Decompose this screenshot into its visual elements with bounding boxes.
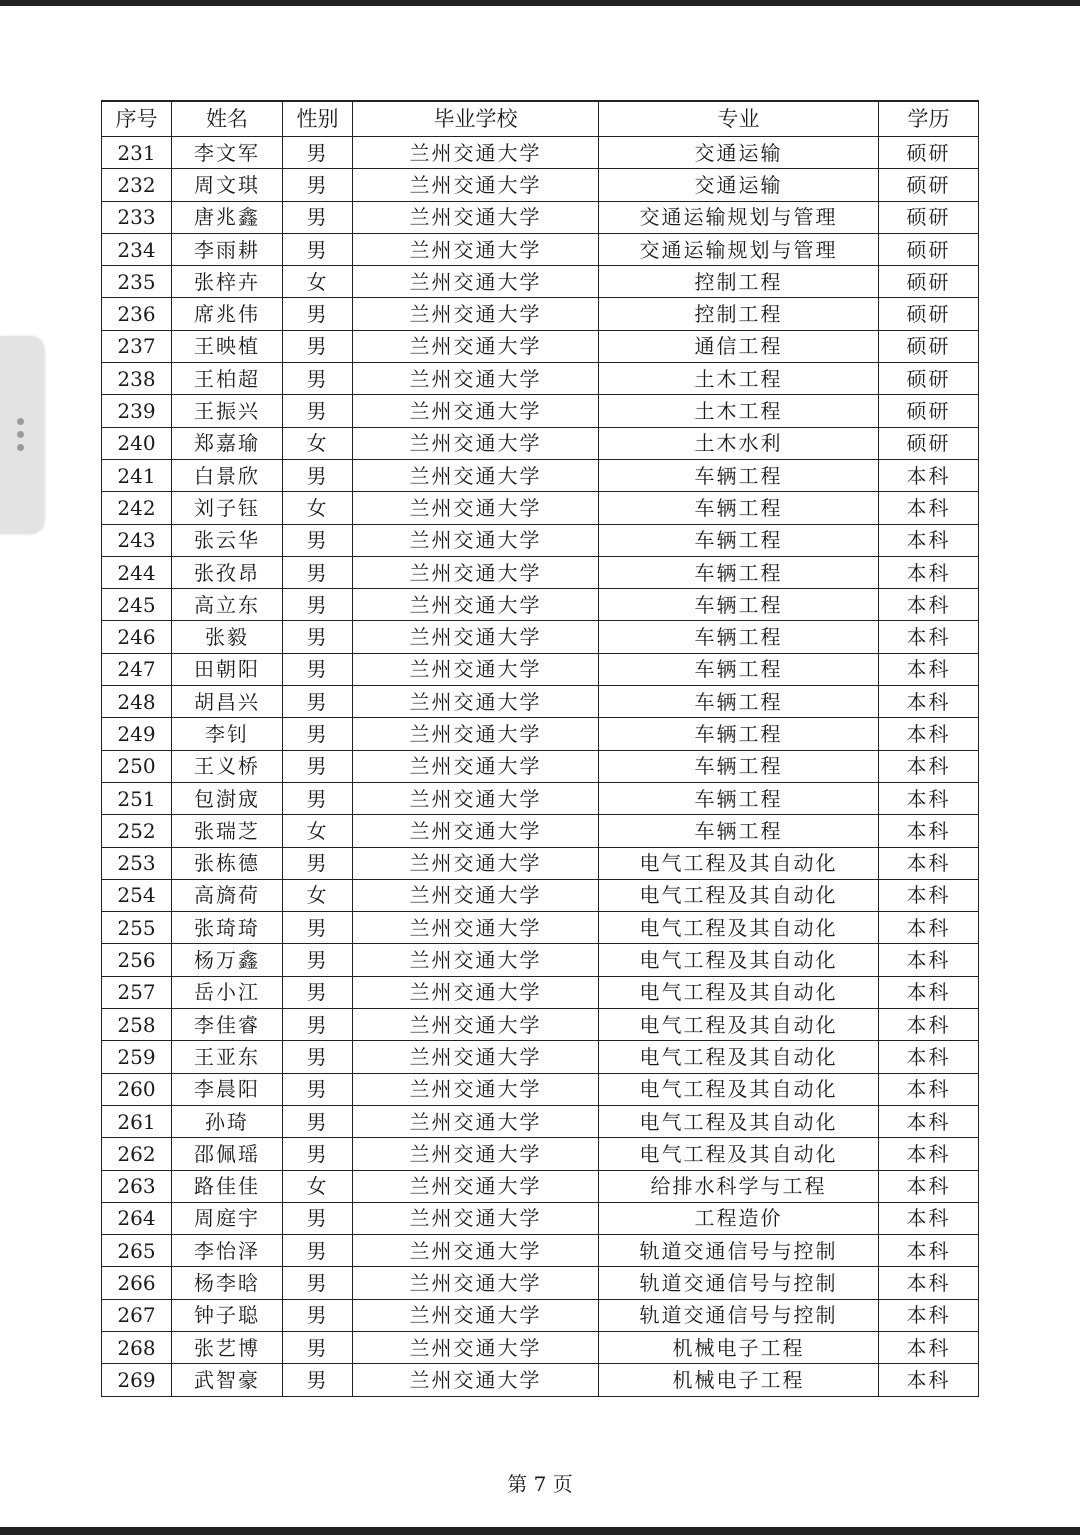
cell-name: 席兆伟 [172, 298, 283, 330]
cell-name: 高立东 [172, 589, 283, 621]
cell-name: 张琦琦 [172, 912, 283, 944]
cell-school: 兰州交通大学 [353, 1138, 599, 1170]
cell-index: 242 [102, 492, 172, 524]
cell-degree: 本科 [879, 944, 979, 976]
roster-table [101, 100, 979, 1397]
cell-name: 李晨阳 [172, 1073, 283, 1105]
cell-school: 兰州交通大学 [353, 1105, 599, 1137]
cell-name: 路佳佳 [172, 1170, 283, 1202]
bottom-frame [0, 1527, 1080, 1535]
cell-gender: 男 [283, 556, 353, 588]
cell-name: 白景欣 [172, 459, 283, 491]
cell-major: 控制工程 [599, 266, 879, 298]
cell-school: 兰州交通大学 [353, 782, 599, 814]
cell-major: 通信工程 [599, 330, 879, 362]
cell-name: 李钊 [172, 718, 283, 750]
cell-index: 269 [102, 1364, 172, 1396]
table-row [102, 1105, 979, 1137]
cell-name: 王亚东 [172, 1041, 283, 1073]
table-row [102, 363, 979, 395]
cell-name: 胡昌兴 [172, 686, 283, 718]
cell-gender: 男 [283, 686, 353, 718]
table-row [102, 1299, 979, 1331]
cell-degree: 本科 [879, 1073, 979, 1105]
table-row [102, 556, 979, 588]
cell-school: 兰州交通大学 [353, 459, 599, 491]
cell-degree: 本科 [879, 1235, 979, 1267]
cell-degree: 本科 [879, 653, 979, 685]
cell-school: 兰州交通大学 [353, 1331, 599, 1363]
cell-gender: 男 [283, 976, 353, 1008]
cell-major: 车辆工程 [599, 556, 879, 588]
cell-index: 253 [102, 847, 172, 879]
cell-major: 车辆工程 [599, 815, 879, 847]
cell-index: 255 [102, 912, 172, 944]
cell-major: 轨道交通信号与控制 [599, 1235, 879, 1267]
cell-degree: 本科 [879, 1009, 979, 1041]
cell-degree: 本科 [879, 621, 979, 653]
cell-index: 265 [102, 1235, 172, 1267]
cell-major: 电气工程及其自动化 [599, 912, 879, 944]
cell-index: 240 [102, 427, 172, 459]
cell-degree: 硕研 [879, 201, 979, 233]
cell-index: 234 [102, 233, 172, 265]
cell-school: 兰州交通大学 [353, 912, 599, 944]
cell-name: 周文琪 [172, 169, 283, 201]
cell-major: 土木水利 [599, 427, 879, 459]
cell-gender: 男 [283, 621, 353, 653]
cell-degree: 硕研 [879, 233, 979, 265]
cell-gender: 男 [283, 944, 353, 976]
cell-degree: 本科 [879, 1202, 979, 1234]
cell-degree: 本科 [879, 718, 979, 750]
cell-major: 轨道交通信号与控制 [599, 1299, 879, 1331]
cell-degree: 本科 [879, 1267, 979, 1299]
cell-gender: 男 [283, 1267, 353, 1299]
cell-gender: 女 [283, 492, 353, 524]
cell-major: 机械电子工程 [599, 1331, 879, 1363]
cell-degree: 本科 [879, 847, 979, 879]
cell-school: 兰州交通大学 [353, 556, 599, 588]
cell-gender: 女 [283, 1170, 353, 1202]
cell-degree: 本科 [879, 1138, 979, 1170]
cell-school: 兰州交通大学 [353, 1170, 599, 1202]
cell-index: 263 [102, 1170, 172, 1202]
cell-gender: 男 [283, 1364, 353, 1396]
cell-degree: 硕研 [879, 169, 979, 201]
cell-school: 兰州交通大学 [353, 847, 599, 879]
cell-school: 兰州交通大学 [353, 621, 599, 653]
cell-name: 高旖荷 [172, 879, 283, 911]
cell-school: 兰州交通大学 [353, 653, 599, 685]
cell-major: 车辆工程 [599, 459, 879, 491]
cell-index: 238 [102, 363, 172, 395]
table-row [102, 459, 979, 491]
cell-school: 兰州交通大学 [353, 524, 599, 556]
cell-gender: 男 [283, 1299, 353, 1331]
cell-index: 266 [102, 1267, 172, 1299]
table-row [102, 1267, 979, 1299]
table-row [102, 718, 979, 750]
cell-school: 兰州交通大学 [353, 1202, 599, 1234]
cell-school: 兰州交通大学 [353, 363, 599, 395]
cell-gender: 男 [283, 1009, 353, 1041]
cell-major: 车辆工程 [599, 782, 879, 814]
table-row [102, 589, 979, 621]
cell-school: 兰州交通大学 [353, 298, 599, 330]
cell-gender: 男 [283, 233, 353, 265]
table-row [102, 298, 979, 330]
cell-degree: 本科 [879, 1299, 979, 1331]
cell-name: 李佳睿 [172, 1009, 283, 1041]
cell-index: 233 [102, 201, 172, 233]
cell-major: 交通运输 [599, 169, 879, 201]
header-major: 专业 [599, 101, 879, 137]
cell-index: 260 [102, 1073, 172, 1105]
table-row [102, 169, 979, 201]
cell-school: 兰州交通大学 [353, 201, 599, 233]
cell-index: 248 [102, 686, 172, 718]
cell-name: 周庭宇 [172, 1202, 283, 1234]
cell-school: 兰州交通大学 [353, 137, 599, 169]
cell-major: 电气工程及其自动化 [599, 879, 879, 911]
cell-name: 孙琦 [172, 1105, 283, 1137]
header-school: 毕业学校 [353, 101, 599, 137]
cell-gender: 男 [283, 1202, 353, 1234]
table-row [102, 750, 979, 782]
cell-major: 电气工程及其自动化 [599, 847, 879, 879]
cell-index: 231 [102, 137, 172, 169]
cell-gender: 男 [283, 524, 353, 556]
cell-gender: 女 [283, 879, 353, 911]
cell-degree: 本科 [879, 589, 979, 621]
cell-index: 262 [102, 1138, 172, 1170]
cell-index: 245 [102, 589, 172, 621]
cell-school: 兰州交通大学 [353, 492, 599, 524]
cell-school: 兰州交通大学 [353, 169, 599, 201]
cell-gender: 男 [283, 395, 353, 427]
cell-gender: 男 [283, 201, 353, 233]
cell-gender: 男 [283, 1235, 353, 1267]
cell-degree: 本科 [879, 1331, 979, 1363]
header-row [102, 101, 979, 137]
cell-index: 244 [102, 556, 172, 588]
cell-index: 254 [102, 879, 172, 911]
cell-gender: 男 [283, 782, 353, 814]
cell-gender: 女 [283, 815, 353, 847]
cell-degree: 本科 [879, 912, 979, 944]
cell-gender: 男 [283, 169, 353, 201]
cell-school: 兰州交通大学 [353, 718, 599, 750]
table-row [102, 1202, 979, 1234]
cell-index: 237 [102, 330, 172, 362]
cell-degree: 本科 [879, 879, 979, 911]
cell-degree: 本科 [879, 492, 979, 524]
cell-name: 王柏超 [172, 363, 283, 395]
cell-major: 工程造价 [599, 1202, 879, 1234]
header-degree: 学历 [879, 101, 979, 137]
cell-index: 259 [102, 1041, 172, 1073]
table-row [102, 1364, 979, 1396]
cell-degree: 本科 [879, 1105, 979, 1137]
cell-name: 唐兆鑫 [172, 201, 283, 233]
cell-gender: 男 [283, 912, 353, 944]
table-row [102, 137, 979, 169]
cell-gender: 男 [283, 1138, 353, 1170]
cell-degree: 本科 [879, 686, 979, 718]
cell-school: 兰州交通大学 [353, 330, 599, 362]
cell-degree: 本科 [879, 782, 979, 814]
header-name: 姓名 [172, 101, 283, 137]
table-row [102, 1331, 979, 1363]
table-row [102, 1041, 979, 1073]
cell-gender: 男 [283, 363, 353, 395]
cell-name: 刘子钰 [172, 492, 283, 524]
cell-degree: 硕研 [879, 363, 979, 395]
cell-index: 241 [102, 459, 172, 491]
cell-index: 250 [102, 750, 172, 782]
cell-gender: 男 [283, 750, 353, 782]
cell-degree: 硕研 [879, 427, 979, 459]
cell-major: 车辆工程 [599, 589, 879, 621]
cell-index: 246 [102, 621, 172, 653]
page-number: 第 7 页 [507, 1472, 573, 1496]
table-row [102, 201, 979, 233]
cell-school: 兰州交通大学 [353, 1073, 599, 1105]
cell-gender: 男 [283, 847, 353, 879]
cell-major: 交通运输规划与管理 [599, 201, 879, 233]
cell-name: 岳小江 [172, 976, 283, 1008]
cell-school: 兰州交通大学 [353, 686, 599, 718]
cell-index: 267 [102, 1299, 172, 1331]
cell-name: 郑嘉瑜 [172, 427, 283, 459]
table-row [102, 879, 979, 911]
cell-gender: 男 [283, 589, 353, 621]
more-dots-icon [17, 418, 25, 457]
cell-degree: 硕研 [879, 137, 979, 169]
cell-major: 电气工程及其自动化 [599, 1041, 879, 1073]
cell-gender: 男 [283, 718, 353, 750]
table-row [102, 912, 979, 944]
cell-school: 兰州交通大学 [353, 1267, 599, 1299]
cell-degree: 本科 [879, 556, 979, 588]
cell-gender: 男 [283, 1105, 353, 1137]
cell-index: 235 [102, 266, 172, 298]
cell-name: 邵佩瑶 [172, 1138, 283, 1170]
table-row [102, 1009, 979, 1041]
cell-major: 车辆工程 [599, 686, 879, 718]
cell-degree: 本科 [879, 815, 979, 847]
table-row [102, 395, 979, 427]
cell-index: 256 [102, 944, 172, 976]
cell-major: 车辆工程 [599, 750, 879, 782]
table-row [102, 653, 979, 685]
cell-name: 李怡泽 [172, 1235, 283, 1267]
cell-index: 247 [102, 653, 172, 685]
cell-name: 张艺博 [172, 1331, 283, 1363]
cell-name: 杨李晗 [172, 1267, 283, 1299]
cell-school: 兰州交通大学 [353, 750, 599, 782]
document-page[interactable] [0, 6, 1080, 1527]
cell-gender: 男 [283, 1331, 353, 1363]
cell-gender: 男 [283, 1041, 353, 1073]
table-row [102, 815, 979, 847]
cell-major: 轨道交通信号与控制 [599, 1267, 879, 1299]
table-row [102, 686, 979, 718]
cell-name: 李文军 [172, 137, 283, 169]
table-row [102, 1170, 979, 1202]
cell-index: 232 [102, 169, 172, 201]
cell-gender: 男 [283, 298, 353, 330]
cell-gender: 男 [283, 459, 353, 491]
cell-major: 电气工程及其自动化 [599, 944, 879, 976]
table-row [102, 233, 979, 265]
cell-name: 张栋德 [172, 847, 283, 879]
cell-major: 给排水科学与工程 [599, 1170, 879, 1202]
cell-name: 王映植 [172, 330, 283, 362]
cell-name: 田朝阳 [172, 653, 283, 685]
cell-school: 兰州交通大学 [353, 1235, 599, 1267]
cell-degree: 本科 [879, 1364, 979, 1396]
cell-gender: 男 [283, 1073, 353, 1105]
cell-major: 车辆工程 [599, 653, 879, 685]
cell-school: 兰州交通大学 [353, 1299, 599, 1331]
table-row [102, 1073, 979, 1105]
cell-name: 王振兴 [172, 395, 283, 427]
table-row [102, 427, 979, 459]
cell-degree: 硕研 [879, 395, 979, 427]
cell-major: 车辆工程 [599, 524, 879, 556]
cell-name: 张瑞芝 [172, 815, 283, 847]
cell-index: 251 [102, 782, 172, 814]
cell-gender: 女 [283, 427, 353, 459]
cell-degree: 硕研 [879, 266, 979, 298]
cell-gender: 男 [283, 137, 353, 169]
cell-index: 264 [102, 1202, 172, 1234]
cell-name: 包澍宬 [172, 782, 283, 814]
cell-degree: 本科 [879, 524, 979, 556]
side-panel-handle[interactable] [0, 336, 44, 534]
cell-major: 土木工程 [599, 363, 879, 395]
cell-major: 车辆工程 [599, 492, 879, 524]
cell-gender: 男 [283, 653, 353, 685]
cell-school: 兰州交通大学 [353, 944, 599, 976]
cell-degree: 硕研 [879, 298, 979, 330]
header-gender: 性别 [283, 101, 353, 137]
table-row [102, 944, 979, 976]
cell-name: 钟子聪 [172, 1299, 283, 1331]
cell-school: 兰州交通大学 [353, 879, 599, 911]
cell-name: 张毅 [172, 621, 283, 653]
cell-index: 258 [102, 1009, 172, 1041]
cell-major: 车辆工程 [599, 621, 879, 653]
table-row [102, 492, 979, 524]
table-row [102, 621, 979, 653]
cell-degree: 本科 [879, 1170, 979, 1202]
cell-index: 243 [102, 524, 172, 556]
cell-degree: 硕研 [879, 330, 979, 362]
cell-index: 236 [102, 298, 172, 330]
cell-school: 兰州交通大学 [353, 589, 599, 621]
roster-body [102, 137, 979, 1397]
cell-major: 土木工程 [599, 395, 879, 427]
cell-degree: 本科 [879, 1041, 979, 1073]
cell-major: 电气工程及其自动化 [599, 1073, 879, 1105]
cell-name: 王义桥 [172, 750, 283, 782]
cell-name: 张梓卉 [172, 266, 283, 298]
table-row [102, 976, 979, 1008]
cell-degree: 本科 [879, 976, 979, 1008]
cell-index: 249 [102, 718, 172, 750]
cell-major: 交通运输 [599, 137, 879, 169]
cell-name: 杨万鑫 [172, 944, 283, 976]
cell-school: 兰州交通大学 [353, 427, 599, 459]
cell-school: 兰州交通大学 [353, 266, 599, 298]
cell-major: 电气工程及其自动化 [599, 1105, 879, 1137]
cell-index: 252 [102, 815, 172, 847]
header-index: 序号 [102, 101, 172, 137]
cell-major: 电气工程及其自动化 [599, 976, 879, 1008]
cell-major: 电气工程及其自动化 [599, 1138, 879, 1170]
cell-name: 武智豪 [172, 1364, 283, 1396]
cell-school: 兰州交通大学 [353, 1364, 599, 1396]
cell-degree: 本科 [879, 750, 979, 782]
cell-degree: 本科 [879, 459, 979, 491]
cell-major: 控制工程 [599, 298, 879, 330]
table-row [102, 847, 979, 879]
cell-name: 张孜昂 [172, 556, 283, 588]
cell-name: 张云华 [172, 524, 283, 556]
table-row [102, 1138, 979, 1170]
cell-school: 兰州交通大学 [353, 1009, 599, 1041]
cell-name: 李雨耕 [172, 233, 283, 265]
cell-index: 239 [102, 395, 172, 427]
cell-index: 268 [102, 1331, 172, 1363]
cell-major: 车辆工程 [599, 718, 879, 750]
table-row [102, 782, 979, 814]
table-row [102, 524, 979, 556]
cell-major: 交通运输规划与管理 [599, 233, 879, 265]
table-row [102, 266, 979, 298]
cell-gender: 女 [283, 266, 353, 298]
cell-major: 电气工程及其自动化 [599, 1009, 879, 1041]
cell-school: 兰州交通大学 [353, 233, 599, 265]
cell-gender: 男 [283, 330, 353, 362]
cell-school: 兰州交通大学 [353, 1041, 599, 1073]
cell-school: 兰州交通大学 [353, 815, 599, 847]
cell-index: 257 [102, 976, 172, 1008]
cell-major: 机械电子工程 [599, 1364, 879, 1396]
cell-school: 兰州交通大学 [353, 395, 599, 427]
table-row [102, 330, 979, 362]
table-row [102, 1235, 979, 1267]
cell-index: 261 [102, 1105, 172, 1137]
cell-school: 兰州交通大学 [353, 976, 599, 1008]
